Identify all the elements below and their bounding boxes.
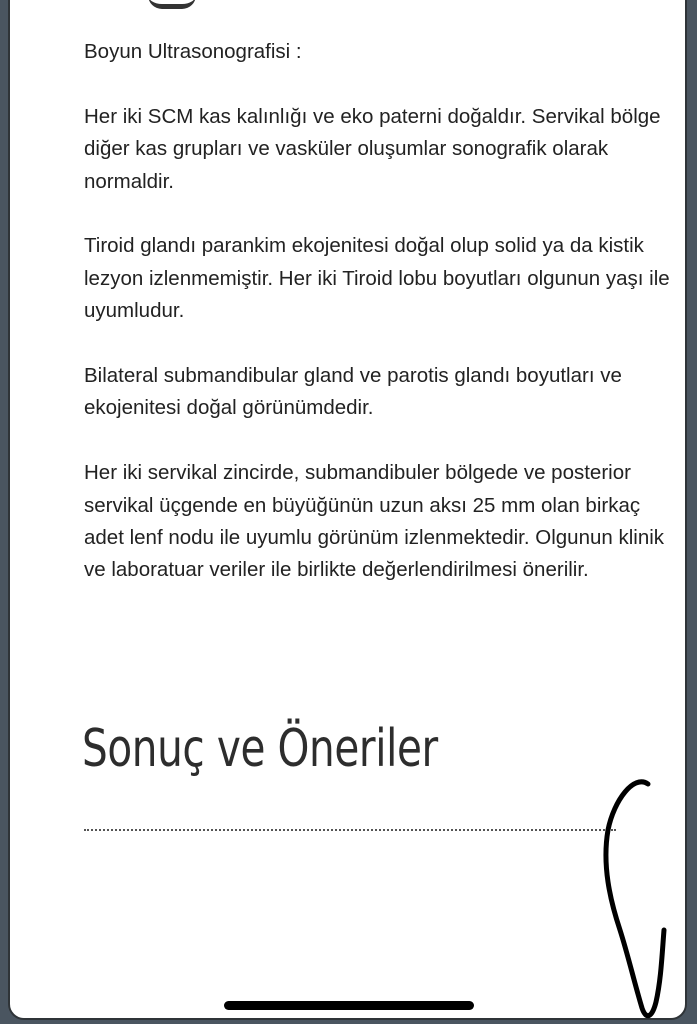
cut-off-heading-fragment: [148, 0, 196, 9]
paragraph-thyroid: Tiroid glandı parankim ekojenitesi doğal olup solid ya da kistik lezyon izlenmemiştir. Her iki Tiroid lobu boyutları olgunun yaşı ile uyumludur.: [84, 234, 670, 323]
section-title: Boyun Ultrasonografisi :: [84, 40, 302, 63]
paragraph-scm: Her iki SCM kas kalınlığı ve eko paterni doğaldır. Servikal bölge diğer kas grupları ve vasküler oluşumlar sonografik olarak normaldir.: [84, 104, 661, 193]
hand-drawn-annotation-icon: [590, 770, 690, 1024]
conclusion-dotted-line: [84, 829, 616, 831]
home-indicator-bar[interactable]: [224, 1001, 474, 1010]
paragraph-lymph-nodes: Her iki servikal zincirde, submandibuler bölgede ve posterior servikal üçgende en büyüğünün uzun aksı 25 mm olan birkaç adet lenf nodu ile uyumlu görünüm izlenmektedir. Olgunun klinik ve laboratuar veriler ile birlikte değerlendirilmesi önerilir.: [84, 461, 665, 582]
report-body: [84, 36, 684, 619]
paragraph-salivary-glands: Bilateral submandibular gland ve parotis glandı boyutları ve ekojenitesi doğal görünümdedir.: [84, 364, 622, 420]
document-page: [8, 0, 687, 1020]
conclusion-heading: Sonuç ve Öneriler: [82, 719, 438, 779]
